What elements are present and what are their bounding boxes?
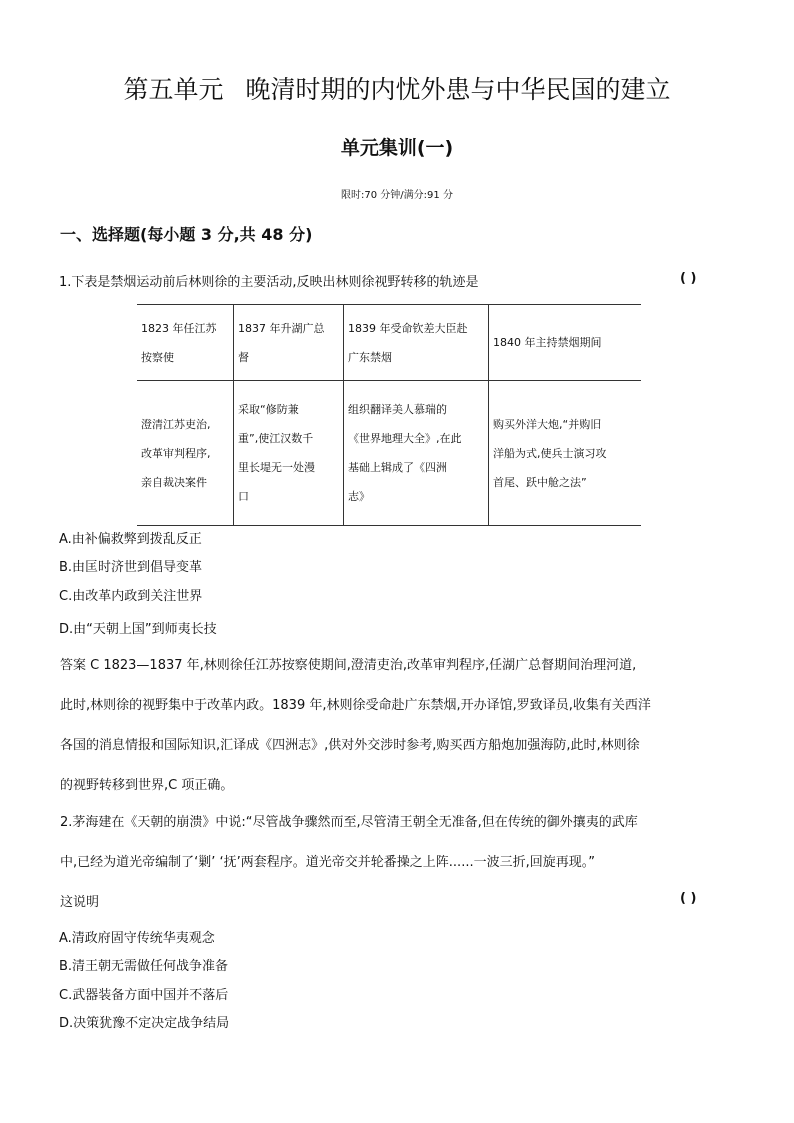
table-header-cell: 1839 年受命钦差大臣赴 广东禁烟	[344, 305, 489, 381]
q2-option-d: D.决策犹豫不定决定战争结局	[59, 1016, 230, 1031]
q1-stem: 1.下表是禁烟运动前后林则徐的主要活动,反映出林则徐视野转移的轨迹是	[59, 275, 479, 290]
q2-option-c: C.武器装备方面中国并不落后	[59, 988, 229, 1003]
q1-option-d: D.由“天朝上国”到师夷长技	[59, 622, 217, 637]
q2-stem: 2.茅海建在《天朝的崩溃》中说:“尽管战争骤然而至,尽管清王朝全无准备,但在传统的御外攘夷的武库 中,已经为道光帝编制了‘剿’ ‘抚’两套程序。道光帝交并轮番操之上阵......一波三折,回旋再现。” 这说明	[60, 815, 638, 910]
q1-option-b: B.由匡时济世到倡导变革	[59, 560, 203, 575]
unit-name: 晚清时期的内忧外患与中华民国的建立	[245, 75, 671, 104]
q1-answer-explanation: 答案 C 1823—1837 年,林则徐任江苏按察使期间,澄清吏治,改革审判程序,任湖广总督期间治理河道, 此时,林则徐的视野集中于改革内政。1839 年,林则徐受命赴广东禁烟,开办译馆,罗致译员,收集有关西洋 各国的消息情报和国际知识,汇译成《四洲志》,供对外交涉时参考,购买西方船炮加强海防,此时,林则徐 的视野转移到世界,C 项正确。	[60, 658, 651, 793]
time-limit: 限时:70 分钟/满分:91 分	[341, 190, 453, 201]
table-cell: 组织翻译美人慕瑞的 《世界地理大全》,在此 基础上辑成了《四洲 志》	[344, 381, 489, 526]
page-title	[0, 70, 794, 106]
section-title: 一、选择题(每小题 3 分,共 48 分)	[60, 225, 313, 244]
q2-option-b: B.清王朝无需做任何战争准备	[59, 959, 229, 974]
table-cell: 采取“修防兼 重”,使江汉数千 里长堤无一处漫 口	[234, 381, 344, 526]
page-subtitle: 单元集训(一)	[340, 137, 454, 159]
q1-option-a: A.由补偏救弊到拨乱反正	[59, 532, 202, 547]
q1-answer-paren: ( )	[680, 271, 697, 286]
table-cell: 澄清江苏吏治, 改革审判程序, 亲自裁决案件	[137, 381, 234, 526]
table-header-cell: 1837 年升湖广总 督	[234, 305, 344, 381]
q2-answer-paren: ( )	[680, 891, 697, 906]
table-cell: 购买外洋大炮,“并购旧 洋船为式,使兵士演习攻 首尾、跃中舱之法”	[489, 381, 642, 526]
q1-option-c: C.由改革内政到关注世界	[59, 589, 203, 604]
table-header-cell: 1823 年任江苏 按察使	[137, 305, 234, 381]
unit-number: 第五单元	[123, 75, 224, 104]
table-header-cell: 1840 年主持禁烟期间	[489, 305, 642, 381]
q1-table	[137, 304, 641, 526]
q2-option-a: A.清政府固守传统华夷观念	[59, 931, 215, 946]
